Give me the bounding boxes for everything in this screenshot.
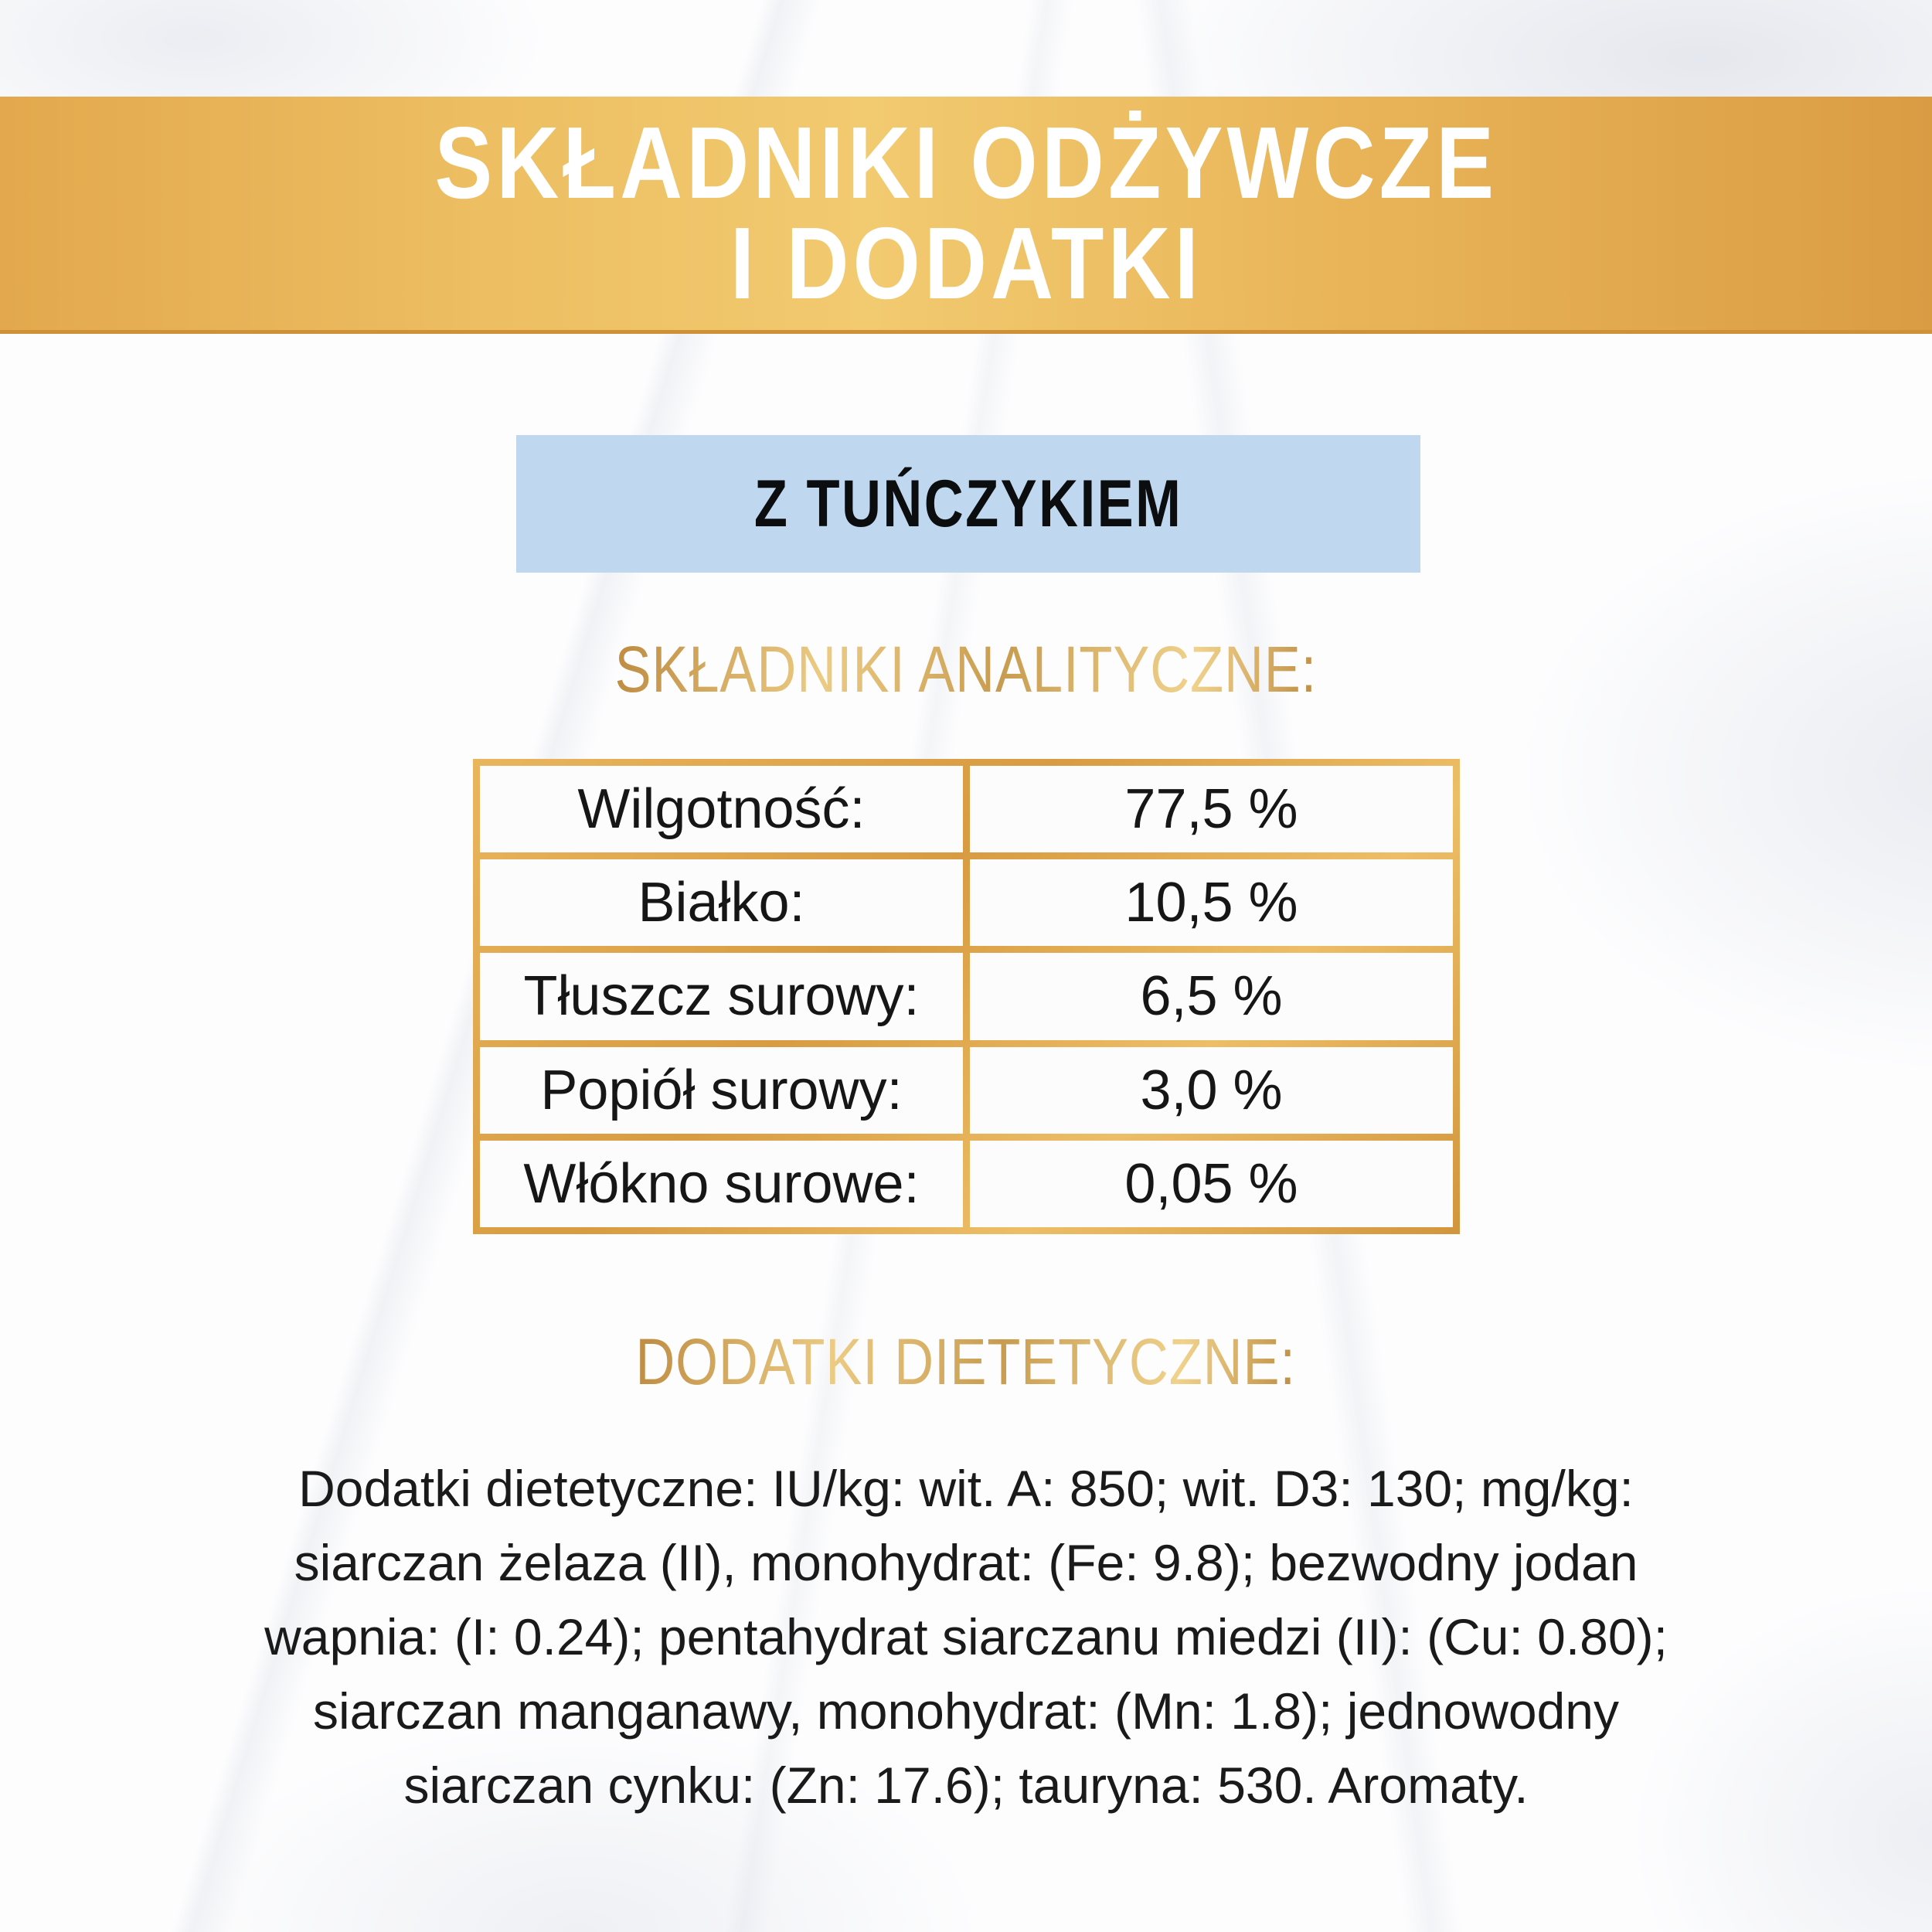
- additives-line: siarczan żelaza (II), monohydrat: (Fe: 9.8); bezwodny jodan: [294, 1534, 1638, 1591]
- additives-line: siarczan manganawy, monohydrat: (Mn: 1.8); jednowodny: [313, 1682, 1619, 1740]
- additives-paragraph: [116, 1451, 1816, 1822]
- header-banner: [0, 97, 1932, 334]
- analytical-table: [473, 759, 1460, 1234]
- variant-badge: [516, 435, 1420, 573]
- additives-line: Dodatki dietetyczne: IU/kg: wit. A: 850; wit. D3: 130; mg/kg:: [298, 1460, 1634, 1517]
- page-title-line1: SKŁADNIKI ODŻYWCZE: [434, 106, 1498, 219]
- analytical-heading-text: SKŁADNIKI ANALITYCZNE:: [614, 632, 1318, 706]
- additives-line: siarczan cynku: (Zn: 17.6); tauryna: 530. Aromaty.: [403, 1757, 1529, 1814]
- table-row-label: Włókno surowe:: [480, 1141, 963, 1227]
- table-row-label: Białko:: [480, 859, 963, 946]
- table-row-label: Tłuszcz surowy:: [480, 953, 963, 1039]
- additives-section-heading: [0, 1326, 1932, 1397]
- additives-heading-text: DODATKI DIETETYCZNE:: [635, 1325, 1297, 1398]
- variant-label: Z TUŃCZYKIEM: [753, 466, 1183, 541]
- page-title: [341, 106, 1592, 320]
- table-row-label: Wilgotność:: [480, 766, 963, 852]
- table-row-value: 0,05 %: [970, 1141, 1453, 1227]
- table-row-value: 77,5 %: [970, 766, 1453, 852]
- page-title-line2: I DODATKI: [730, 206, 1202, 320]
- additives-line: wapnia: (I: 0.24); pentahydrat siarczanu miedzi (II): (Cu: 0.80);: [264, 1608, 1668, 1665]
- analytical-section-heading: [0, 634, 1932, 705]
- table-row-value: 3,0 %: [970, 1047, 1453, 1134]
- table-row-label: Popiół surowy:: [480, 1047, 963, 1134]
- table-row-value: 6,5 %: [970, 953, 1453, 1039]
- table-row-value: 10,5 %: [970, 859, 1453, 946]
